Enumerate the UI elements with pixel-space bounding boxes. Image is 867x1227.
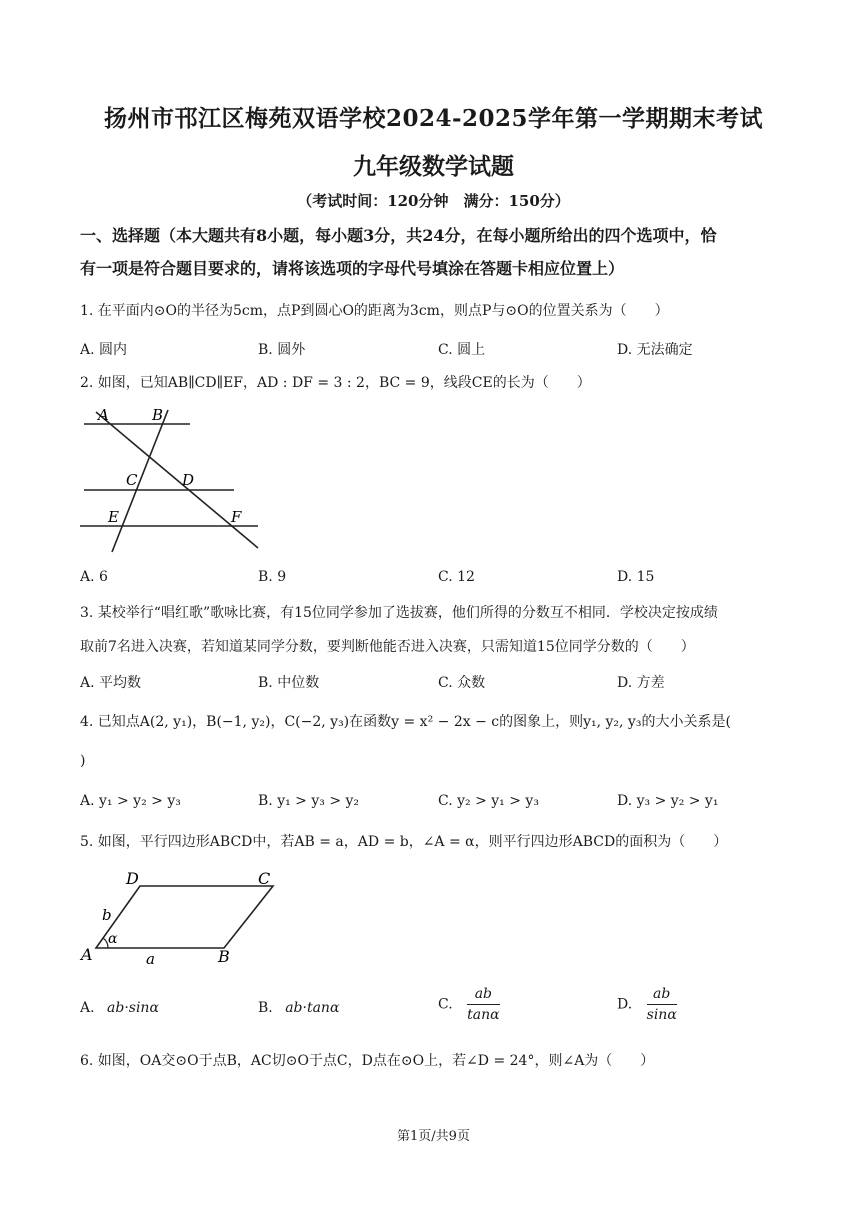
label-side-b: b — [102, 906, 112, 924]
question-1-stem: 1. 在平面内⊙O的半径为5cm，点P到圆心O的距离为3cm，则点P与⊙O的位置关系为（ ） — [80, 303, 669, 319]
label-d: D — [182, 471, 195, 489]
option-b[interactable]: B. y₁ > y₃ > y₂ — [258, 793, 360, 809]
option-a-label: A. — [80, 1000, 95, 1016]
option-b[interactable] — [258, 1000, 339, 1016]
option-d-fraction — [647, 986, 677, 1023]
question-6-stem: 6. 如图，OA交⊙O于点B，AC切⊙O于点C，D点在⊙O上，若∠D = 24°，则∠A为（ ） — [80, 1053, 655, 1069]
option-d[interactable] — [617, 986, 677, 1023]
parallelogram-figure — [78, 864, 288, 969]
option-b[interactable]: B. 9 — [258, 569, 287, 585]
option-c-fraction — [467, 986, 499, 1023]
option-d[interactable]: D. 方差 — [617, 675, 665, 691]
question-1-options — [80, 339, 800, 361]
fraction-denominator: tanα — [467, 1007, 500, 1023]
option-a[interactable]: A. y₁ > y₂ > y₃ — [80, 793, 181, 809]
question-3-stem-line2: 取前7名进入决赛，若知道某同学分数，要判断他能否进入决赛，只需知道15位同学分数的（ ） — [80, 639, 695, 655]
parallel-lines-figure — [78, 404, 268, 554]
fraction-numerator: ab — [647, 986, 677, 1005]
label-e: E — [108, 508, 119, 526]
exam-title: 扬州市邗江区梅苑双语学校2024-2025学年第一学期期末考试 — [103, 105, 764, 132]
fraction-numerator: ab — [467, 986, 499, 1005]
option-d-label: D. — [617, 996, 633, 1013]
option-c[interactable]: C. 圆上 — [438, 342, 486, 358]
question-5-options — [80, 986, 800, 1036]
option-a[interactable] — [80, 1000, 159, 1016]
question-2-options — [80, 569, 800, 591]
transversal-ad — [96, 412, 258, 548]
question-2-stem: 2. 如图，已知AB∥CD∥EF，AD : DF = 3 : 2，BC = 9，线段CE的长为（ ） — [80, 375, 591, 391]
label-d: D — [126, 869, 139, 888]
label-a: A — [98, 406, 109, 424]
option-c[interactable]: C. y₂ > y₁ > y₃ — [438, 793, 539, 809]
label-b: B — [218, 947, 230, 966]
option-b-label: B. — [258, 1000, 273, 1016]
label-f: F — [231, 508, 242, 526]
label-c: C — [258, 869, 271, 888]
question-4-stem-line1: 4. 已知点A(2, y₁)，B(−1, y₂)，C(−2, y₃)在函数y = x² − 2x − c的图象上，则y₁, y₂, y₃的大小关系是( — [80, 714, 731, 730]
option-c[interactable]: C. 12 — [438, 569, 475, 585]
question-5-stem: 5. 如图，平行四边形ABCD中，若AB = a，AD = b，∠A = α，则平行四边形ABCD的面积为（ ） — [80, 834, 728, 850]
exam-subtitle: 九年级数学试题 — [353, 153, 514, 180]
fraction-denominator: sinα — [646, 1007, 677, 1023]
option-a-expr: ab·sinα — [107, 1000, 159, 1016]
option-d[interactable]: D. 15 — [617, 569, 655, 585]
option-c[interactable] — [438, 986, 500, 1023]
question-4-options — [80, 793, 800, 815]
label-side-a: a — [146, 950, 155, 968]
option-b[interactable]: B. 中位数 — [258, 675, 320, 691]
section-heading-line2: 有一项是符合题目要求的，请将该选项的字母代号填涂在答题卡相应位置上） — [80, 259, 625, 278]
section-heading-line1: 一、选择题（本大题共有8小题，每小题3分，共24分，在每小题所给出的四个选项中，恰 — [80, 226, 717, 245]
option-a[interactable]: A. 平均数 — [80, 675, 142, 691]
page-footer: 第1页/共9页 — [397, 1129, 470, 1144]
exam-info: （考试时间：120分钟 满分：150分） — [297, 192, 570, 210]
transversal-be — [112, 410, 168, 552]
option-d[interactable]: D. 无法确定 — [617, 342, 693, 358]
parallelogram-abcd — [96, 886, 273, 948]
option-b-expr: ab·tanα — [285, 1000, 340, 1016]
option-b[interactable]: B. 圆外 — [258, 342, 306, 358]
question-3-options — [80, 672, 800, 694]
question-4-stem-line2: ) — [80, 753, 86, 769]
option-a[interactable]: A. 圆内 — [80, 342, 128, 358]
option-c-label: C. — [438, 996, 453, 1013]
option-a[interactable]: A. 6 — [80, 569, 108, 585]
label-a: A — [81, 945, 93, 964]
label-b: B — [152, 406, 164, 424]
label-c: C — [126, 471, 138, 489]
label-alpha: α — [108, 931, 118, 947]
option-d[interactable]: D. y₃ > y₂ > y₁ — [617, 793, 719, 809]
option-c[interactable]: C. 众数 — [438, 675, 486, 691]
question-3-stem-line1: 3. 某校举行“唱红歌”歌咏比赛，有15位同学参加了选拔赛，他们所得的分数互不相同．学校决定按成绩 — [80, 605, 718, 621]
